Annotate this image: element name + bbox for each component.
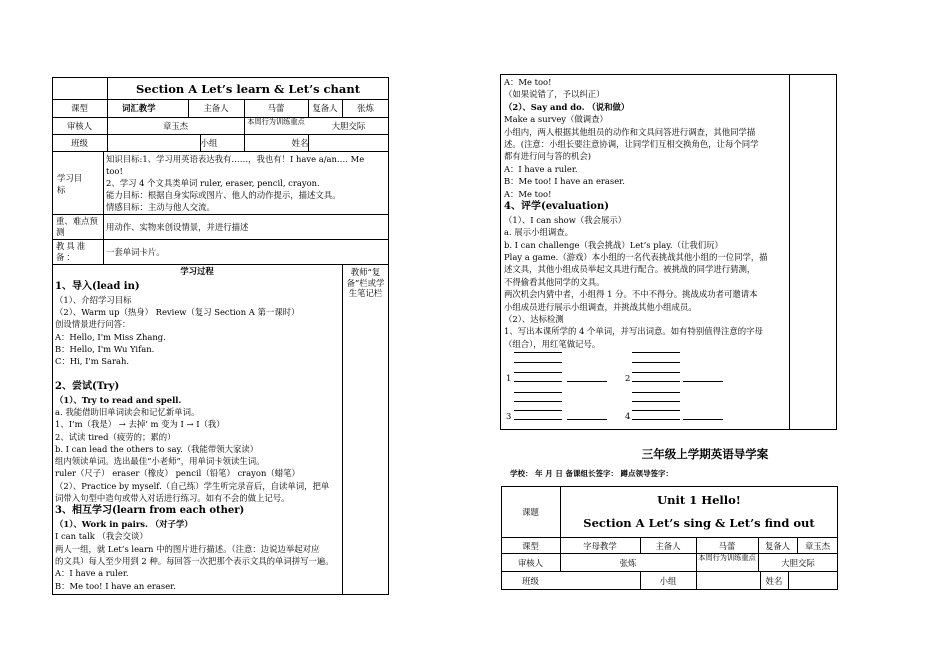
learning-process-body-continued [504,76,789,350]
text-line: （1）、介绍学习目标 [55,294,132,305]
section-title: Section A Let’s learn & Let’s chant [135,82,361,96]
bottom-section-title: Section A Let’s sing & Let’s find out [583,516,815,530]
process-title: 学习过程 [180,266,214,276]
teacher-notes-column: 教师“复备”栏或学生笔记栏 [346,267,385,298]
audit-value: 张炼 [619,558,637,568]
text-line: B：Hello, I'm Wu Yifan. [55,343,155,354]
text-line: 述文具，其他小组成员举起文具进行配合。被挑战的同学进行猜测， [504,264,756,275]
goal-line: 能力目标：根据自身实际或图片、他人的动作提示，描述文具。 [106,190,341,200]
name-label: 姓名 [291,138,309,148]
text-line: 1、写出本课所学的 4 个单词，并写出词意。如有特别值得注意的字母 [504,326,763,337]
text-line: a. 展示小组调查。 [504,227,573,238]
divider [789,74,790,430]
text-line: 词带入句型中造句或带入对话进行练习。如有不会的做上记号。 [55,493,290,504]
text-line: 的文具）每人至少用到 2 种。每回答一次把那个表示文具的单词拼写一遍。 [55,556,334,567]
text-line: A：I have a ruler. [504,163,578,174]
text-line: I can talk （我会交谈） [55,531,148,542]
text-line: B：Me too! I have an eraser. [55,580,176,591]
audit-label: 审核人 [66,121,93,131]
class-label: 班级 [71,138,88,148]
text-line: 小组内，两人根据其他组员的动作和文具问答进行调查，其他同学描 [504,126,756,137]
prep-label: 主备人 [203,103,229,113]
group-label: 小组 [200,138,218,148]
text-line [55,368,341,380]
text-line: 述。(注意：小组长要注意协调，让同学们互相交换角色，让每个同学 [504,138,759,149]
review-label: 复备人 [312,103,338,113]
text-line: 两次机会内猜中者，小组得 1 分。不中不得分。挑战成功者可邀请本 [504,289,758,300]
text-line: ruler（尺子） eraser（橡皮） pencil（铅笔） crayon（蜡笔） [55,468,300,479]
review-label: 复备人 [764,541,791,551]
text-line: 3、相互学习(learn from each other) [55,505,245,517]
text-line: A：Me too! [504,188,552,199]
teaching-aids-label: 教具准备： [56,241,88,262]
text-line: 小组成员进行展示小组调查，并挑战其他小组成员。 [504,301,697,312]
divider [501,553,838,554]
goal-line: 知识目标:1、学习用英语表达我有……，我也有！I have a/an…. Me [106,154,365,164]
key-points-value: 用动作、实物来创设情景，并进行描述 [106,222,249,232]
document-title: 三年级上学期英语导学案 [641,447,769,461]
divider [342,264,343,595]
text-line: 1、I’m（我是） → 去掉’ m 变为 I → I（我） [55,419,225,430]
text-line: a. 我能借助旧单词读会和记忆新单词。 [55,406,200,417]
teaching-aids-value: 一套单词卡片。 [106,247,165,257]
text-line: （1）、Work in pairs. （对子学） [55,519,193,530]
name-label: 姓名 [765,576,783,586]
goals-label: 学习目标 [57,173,83,195]
week-focus-value: 大胆交际 [781,558,815,568]
type-label: 课型 [71,103,88,113]
text-line: （2）、Say and do. （说和做） [504,101,630,112]
divider [52,117,389,118]
text-line: 不得偷看其他同学的文具。 [504,276,605,287]
text-line: （2）、达标检测 [504,313,564,324]
unit-title: Unit 1 Hello! [657,493,741,507]
text-line: 2、尝试(Try) [55,380,120,392]
audit-label: 审核人 [517,558,544,568]
type-value: 词汇教学 [122,103,156,113]
review-value: 张炼 [357,103,374,113]
text-line: 1、导入(lead in) [55,281,140,292]
key-points-label: 重、难点预测 [56,216,98,237]
type-label: 课型 [522,541,539,551]
text-line: 两人一组，就 Let’s learn 中的图片进行描述。（注意：边说边举起对应 [55,543,320,554]
prep-value: 马蕾 [267,103,285,113]
prep-value: 马蕾 [718,541,736,551]
text-line: C：Hi, I'm Sarah. [55,356,130,367]
divider [501,537,838,538]
text-line: b. I can lead the others to say.（我能带领大家读） [55,443,259,454]
divider [52,134,389,135]
text-line: （如果说错了，予以纠正） [504,89,605,100]
text-line: 组内领读单词。选出最佳“小老师”，用单词卡领读生词。 [55,456,265,467]
week-focus-label: 本周行为训练重点 [698,553,756,562]
group-label: 小组 [659,576,677,586]
text-line: A：I have a ruler. [55,568,129,579]
week-focus-label: 本周行为训练重点 [247,117,305,126]
text-line: 2、试读 tired（疲劳的；累的） [55,431,176,442]
topic-label: 课题 [522,507,539,517]
review-value: 章玉杰 [804,541,831,551]
divider [788,571,789,590]
class-label: 班级 [522,576,539,586]
goal-line: 2、学习 4 个文具类单词 ruler, eraser, pencil, crayon. [106,178,320,188]
divider [103,151,104,264]
text-line: （1）、I can show（我会展示） [504,214,627,225]
signature-line: 学校： 年 月 日 备课组长签字： 蹲点领导签字： [510,469,674,478]
type-value: 字母教学 [583,541,617,551]
exercise-number: 1 [506,373,512,383]
exercise-number: 4 [625,411,631,421]
week-focus-value: 大胆交际 [331,121,366,131]
text-line: （1）、Try to read and spell. [55,394,182,405]
text-line: 4、评学(evaluation) [504,200,609,212]
text-line: Make a survey（做调查） [504,114,608,125]
text-line: B：Me too! I have an eraser. [504,176,625,187]
text-line: 都有进行问与答的机会) [504,151,592,162]
goals-content [106,153,388,213]
text-line: （组合），用红笔做记号。 [504,338,601,349]
exercise-number: 2 [625,373,631,383]
text-line: A：Me too! [504,77,552,87]
text-line: A：Hello, I'm Miss Zhang. [55,331,166,342]
divider [52,99,389,100]
text-line: （2）、Warm up（热身） Review（复习 Section A 第一课时） [55,307,300,318]
learning-process-body [55,280,341,592]
prep-label: 主备人 [655,541,681,551]
goal-line: 情感目标：主动与他人交流。 [106,202,215,212]
text-line: （2）、Practice by myself.（自己练）学生听完录音后，自读单词，把单 [55,480,330,491]
text-line: b. I can challenge（我会挑战）Let’s play.（让我们玩） [504,239,723,250]
text-line: Play a game.（游戏）本小组的一名代表挑战其他小组的一位同学，描 [504,251,768,262]
text-line: 创设情景进行问答： [55,319,131,330]
divider [52,264,389,265]
goal-line: too! [106,166,123,176]
audit-value: 章玉杰 [162,121,189,131]
exercise-number: 3 [506,411,512,421]
